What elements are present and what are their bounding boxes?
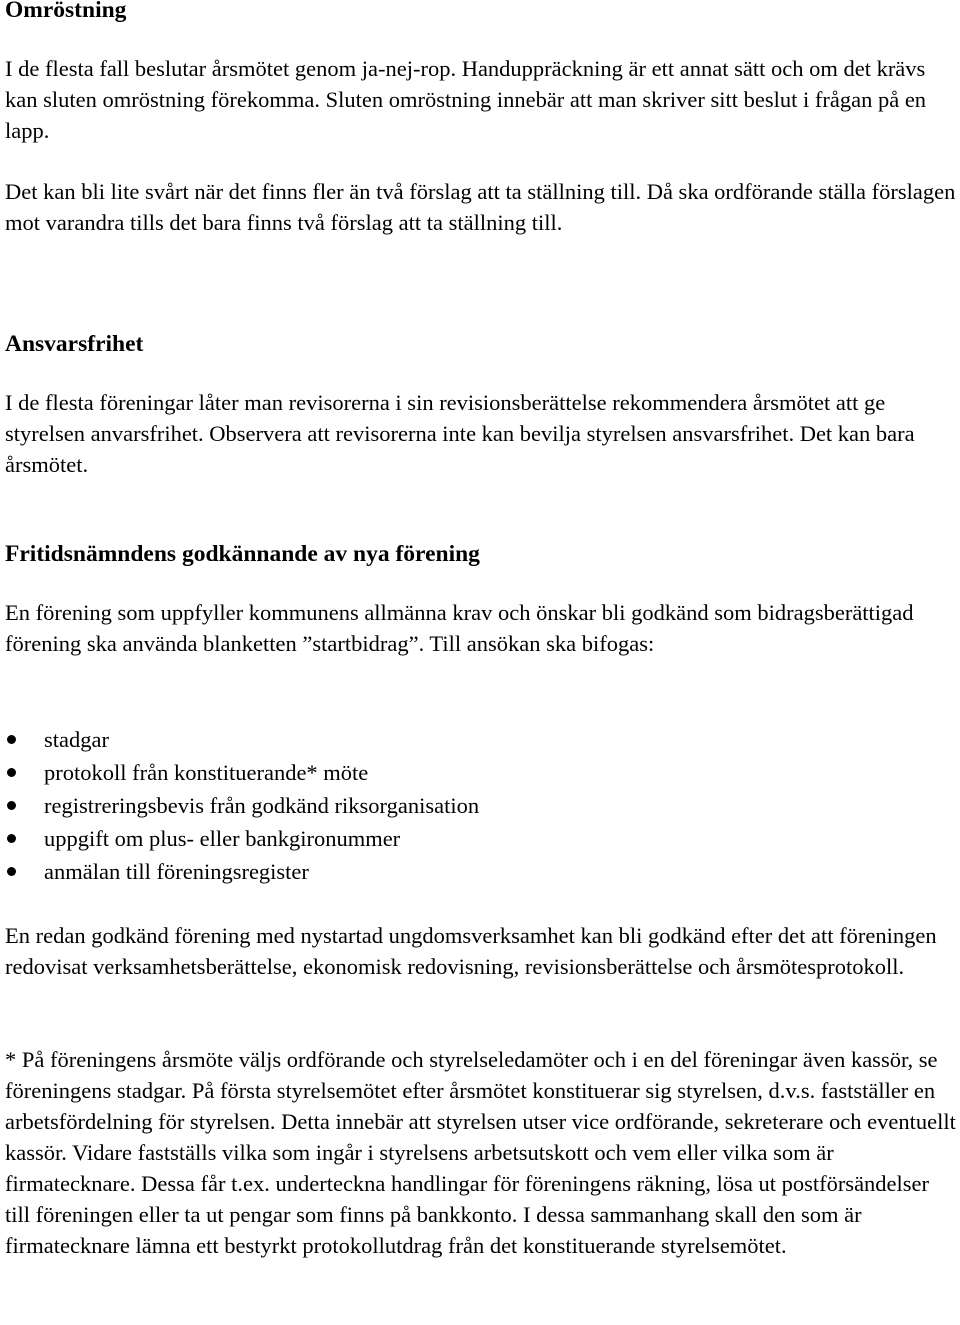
paragraph-multiple-proposals: Det kan bli lite svårt när det finns fler än två förslag att ta ställning till. Då ska ordförande ställa förslagen mot varandra tills det bara finns två förslag att ta ställning till. [5,179,956,235]
attachments-list [5,723,479,888]
list-item-text: uppgift om plus- eller bankgironummer [44,826,401,851]
bullet-icon [7,867,16,876]
list-item [5,723,479,756]
paragraph-footnote: * På föreningens årsmöte väljs ordförande och styrelseledamöter och i en del föreningar även kassör, se föreningens stadgar. På första styrelsemötet efter årsmötet konstituerar sig styrelsen, d.v.s. fastställer en arbetsfördelning för styrelsen. Detta innebär att styrelsen utser vice ordförande, sekreterare och eventuellt kassör. Vidare fastställs vilka som ingår i styrelsens arbetsutskott och vem eller vilka som är firmatecknare. Dessa får t.ex. underteckna handlingar för föreningens räkning, lösa ut postförsändelser till föreningen eller ta ut pengar som finns på bankkonto. I dessa sammanhang skall den som är firmatecknare lämna ett bestyrkt protokollutdrag från det konstituerande styrelsemötet. [5,1047,956,1258]
paragraph-approval-intro: En förening som uppfyller kommunens allmänna krav och önskar bli godkänd som bidragsberättigad förening ska använda blanketten ”startbidrag”. Till ansökan ska bifogas: [5,600,914,656]
list-item [5,822,479,855]
paragraph-existing-association: En redan godkänd förening med nystartad ungdomsverksamhet kan bli godkänd efter det att föreningen redovisat verksamhetsberättelse, ekonomisk redovisning, revisionsberättelse och årsmötesprotokoll. [5,923,937,979]
bullet-icon [7,735,16,744]
list-item [5,855,479,888]
paragraph-voting-methods: I de flesta fall beslutar årsmötet genom ja-nej-rop. Handuppräckning är ett annat sätt och om det krävs kan sluten omröstning förekomma. Sluten omröstning innebär att man skriver sitt beslut i frågan på en lapp. [5,56,927,143]
list-item [5,756,479,789]
heading-voting: Omröstning [5,0,127,23]
list-item-text: anmälan till föreningsregister [44,859,309,884]
bullet-icon [7,768,16,777]
heading-discharge: Ansvarsfrihet [5,331,144,357]
bullet-icon [7,801,16,810]
list-item [5,789,479,822]
list-item-text: stadgar [44,727,109,752]
heading-approval: Fritidsnämndens godkännande av nya förening [5,541,480,567]
paragraph-discharge: I de flesta föreningar låter man revisorerna i sin revisionsberättelse rekommendera årsmötet att ge styrelsen anvarsfrihet. Observera att revisorerna inte kan bevilja styrelsen ansvarsfrihet. Det kan bara årsmötet. [5,390,915,477]
bullet-icon [7,834,16,843]
list-item-text: protokoll från konstituerande* möte [44,760,369,785]
list-item-text: registreringsbevis från godkänd riksorganisation [44,793,480,818]
